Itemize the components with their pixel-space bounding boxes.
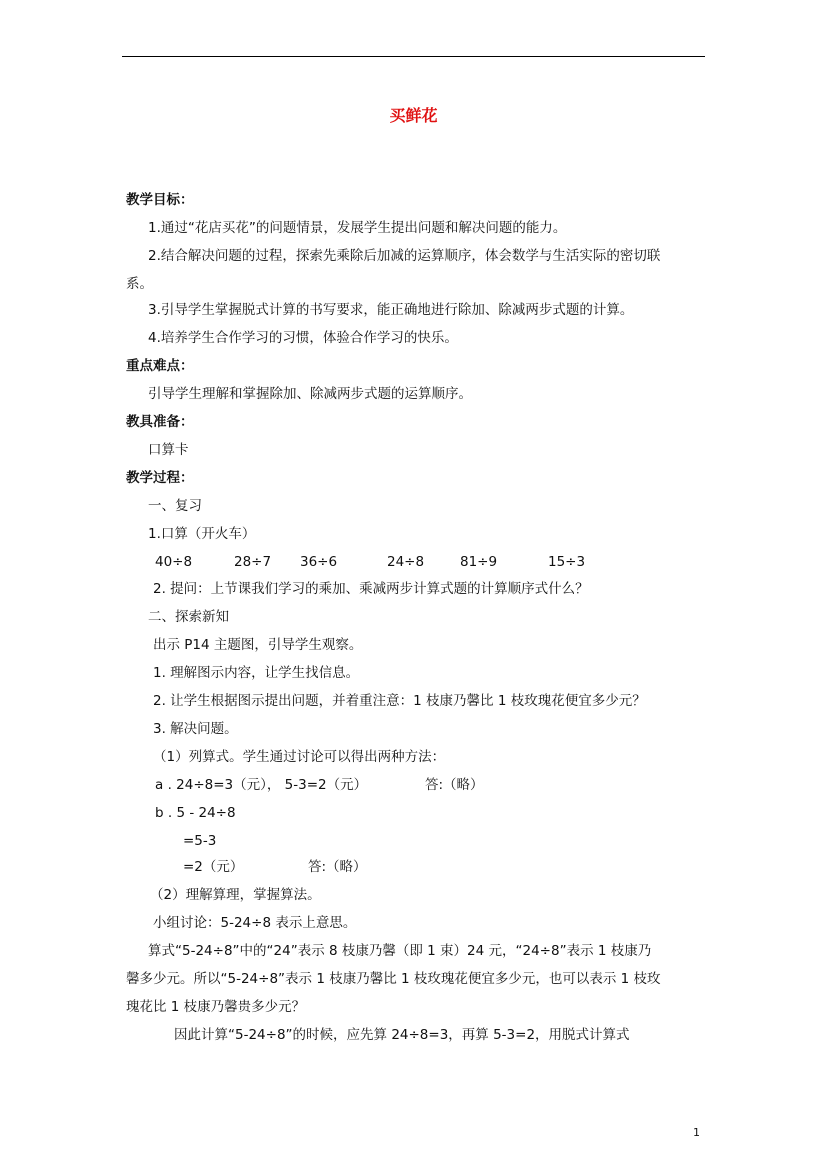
goals-heading: 教学目标：: [126, 192, 194, 208]
paragraph-line-3: 瑰花比 1 枝康乃馨贵多少元？: [126, 999, 306, 1015]
show-picture: 出示 P14 主题图，引导学生观察。: [153, 637, 363, 653]
step-1: 1. 理解图示内容，让学生找信息。: [153, 665, 360, 681]
review-title: 一、复习: [148, 498, 202, 514]
page-number: 1: [693, 1126, 700, 1139]
method-b-step-2: =5-3: [183, 833, 217, 849]
tools-text: 口算卡: [148, 442, 189, 458]
page-title: 买鲜花: [389, 106, 438, 125]
oral-title: 1.口算（开火车）: [148, 526, 256, 542]
method-a: a . 24÷8=3（元）， 5-3=2（元）: [155, 777, 368, 793]
oral-item: 81÷9: [460, 554, 498, 570]
goal-item-4: 4.培养学生合作学习的习惯，体验合作学习的快乐。: [148, 330, 458, 346]
oral-item: 28÷7: [234, 554, 272, 570]
oral-item: 24÷8: [387, 554, 425, 570]
tools-heading: 教具准备：: [126, 414, 194, 430]
review-question: 2. 提问：上节课我们学习的乘加、乘减两步计算式题的计算顺序式什么？: [153, 581, 589, 597]
sub-step-1: （1）列算式。学生通过讨论可以得出两种方法：: [153, 749, 446, 765]
header-rule: [122, 56, 705, 57]
step-2: 2. 让学生根据图示提出问题，并着重注意：1 枝康乃馨比 1 枝玫瑰花便宜多少元？: [153, 693, 646, 709]
key-heading: 重点难点：: [126, 358, 194, 374]
paragraph-line-4: 因此计算“5-24÷8”的时候，应先算 24÷8=3，再算 5-3=2，用脱式计算式: [174, 1027, 630, 1043]
method-b-step-3: =2（元）: [183, 859, 244, 875]
goal-item-2: 2.结合解决问题的过程，探索先乘除后加减的运算顺序，体会数学与生活实际的密切联: [148, 248, 661, 264]
answer-a: 答:（略）: [425, 777, 484, 793]
oral-items-row: [0, 552, 827, 572]
step-3: 3. 解决问题。: [153, 721, 238, 737]
goal-item-2-cont: 系。: [126, 276, 153, 292]
key-text: 引导学生理解和掌握除加、除减两步式题的运算顺序。: [148, 386, 472, 402]
goal-item-1: 1.通过“花店买花”的问题情景，发展学生提出问题和解决问题的能力。: [148, 220, 567, 236]
goal-item-3: 3.引导学生掌握脱式计算的书写要求，能正确地进行除加、除减两步式题的计算。: [148, 302, 634, 318]
answer-b: 答:（略）: [308, 859, 367, 875]
oral-item: 15÷3: [548, 554, 586, 570]
oral-item: 40÷8: [155, 554, 193, 570]
method-b: b . 5 - 24÷8: [155, 805, 236, 821]
explore-title: 二、探索新知: [148, 609, 229, 625]
paragraph-line-1: 算式“5-24÷8”中的“24”表示 8 枝康乃馨（即 1 束）24 元，“24÷8”表示 1 枝康乃: [148, 943, 652, 959]
group-discussion: 小组讨论：5-24÷8 表示上意思。: [153, 915, 357, 931]
sub-step-2: （2）理解算理，掌握算法。: [150, 887, 321, 903]
paragraph-line-2: 馨多少元。所以“5-24÷8”表示 1 枝康乃馨比 1 枝玫瑰花便宜多少元，也可以表示 1 枝玫: [126, 971, 661, 987]
process-heading: 教学过程：: [126, 470, 194, 486]
oral-item: 36÷6: [300, 554, 338, 570]
